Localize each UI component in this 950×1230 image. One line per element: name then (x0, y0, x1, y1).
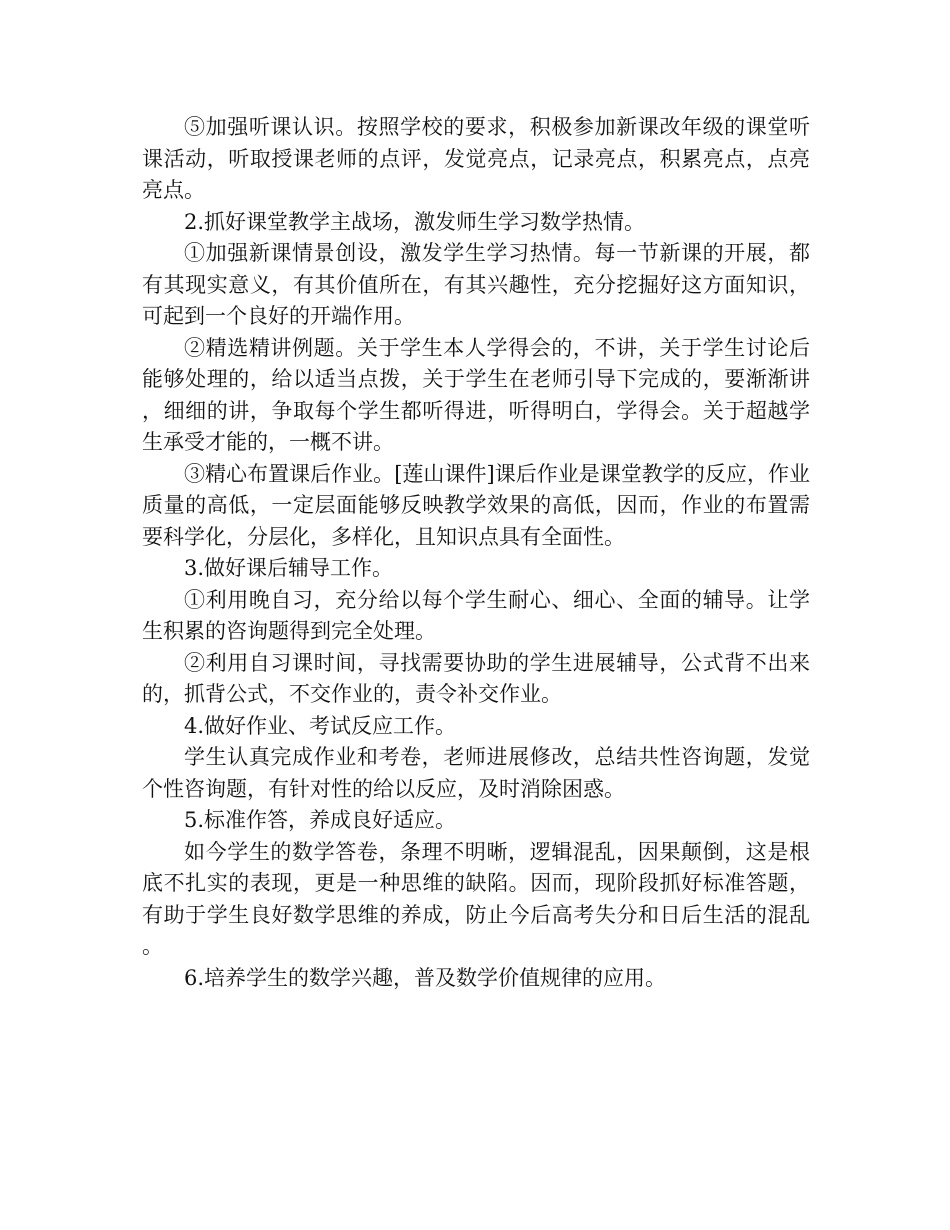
heading-after-class-tutoring: 3.做好课后辅导工作。 (184, 556, 394, 580)
paragraph-scenario-creation: ①加强新课情景创设，激发学生学习热情。每一节新课的开展，都有其现实意义，有其价值所在，有其兴趣性，充分挖掘好这方面知识，可起到一个良好的开端作用。 (142, 241, 810, 328)
document-body (142, 112, 810, 994)
heading-standard-answers: 5.标准作答，养成良好适应。 (184, 808, 457, 832)
paragraph-listening-awareness: ⑤加强听课认识。按照学校的要求，积极参加新课改年级的课堂听课活动，听取授课老师的点评，发觉亮点，记录亮点，积累亮点，点亮亮点。 (142, 115, 810, 202)
heading-math-interest: 6.培养学生的数学兴趣，普及数学价值规律的应用。 (184, 965, 667, 990)
heading-classroom-teaching: 2.抓好课堂教学主战场，激发师生学习数学热情。 (184, 209, 646, 234)
paragraph-homework-assignment: ③精心布置课后作业。[莲山课件]课后作业是课堂教学的反应，作业质量的高低，一定层面能够反映教学效果的高低，因而，作业的布置需要科学化，分层化，多样化，且知识点具有全面性。 (142, 461, 810, 549)
paragraph-evening-study: ①利用晚自习，充分给以每个学生耐心、细心、全面的辅导。让学生积累的咨询题得到完全处理。 (142, 587, 810, 643)
paragraph-self-study-time: ②利用自习课时间，寻找需要协助的学生进展辅导，公式背不出来的，抓背公式，不交作业的，责令补交作业。 (142, 650, 810, 706)
heading-homework-feedback: 4.做好作业、考试反应工作。 (184, 713, 457, 738)
paragraph-example-selection: ②精选精讲例题。关于学生本人学得会的，不讲，关于学生讨论后能够处理的，给以适当点拨，关于学生在老师引导下完成的，要渐渐讲，细细的讲，争取每个学生都听得进，听得明白，学得会。关于超越学生承受才能的，一概不讲。 (142, 335, 810, 454)
paragraph-exam-correction: 学生认真完成作业和考卷，老师进展修改，总结共性咨询题，发觉个性咨询题，有针对性的给以反应，及时消除困惑。 (142, 745, 810, 801)
paragraph-answer-standards: 如今学生的数学答卷，条理不明晰，逻辑混乱，因果颠倒，这是根底不扎实的表现，更是一种思维的缺陷。因而，现阶段抓好标准答题，有助于学生良好数学思维的养成，防止今后高考失分和日后生活的混乱。 (142, 839, 810, 958)
